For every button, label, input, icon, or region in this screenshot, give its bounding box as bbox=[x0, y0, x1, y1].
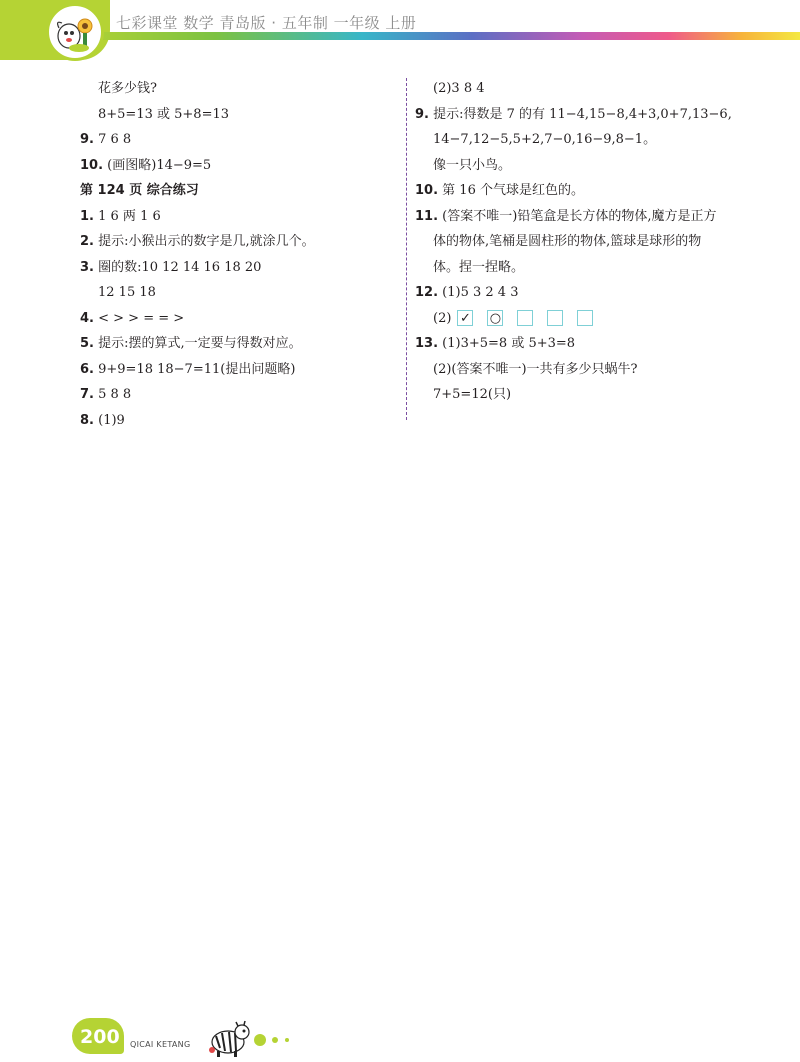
column-divider bbox=[406, 78, 407, 420]
section-heading: 第 124 页 综合练习 bbox=[80, 183, 199, 198]
footer-brand: QICAI KETANG bbox=[130, 1040, 191, 1049]
question-number: 6. bbox=[80, 361, 94, 377]
answer-line: 6. 9+9=18 18−7=11(提出问题略) bbox=[80, 361, 296, 377]
question-number: 2. bbox=[80, 234, 94, 249]
check-mark-box: ✓ bbox=[457, 310, 473, 326]
answer-line: 4. < > > = = > bbox=[80, 310, 185, 326]
question-number: 13. bbox=[415, 336, 439, 351]
answer-line: 10. (画图略)14−9=5 bbox=[80, 157, 212, 173]
answer-line: 1. 1 6 两 1 6 bbox=[80, 208, 161, 224]
page-footer bbox=[0, 1012, 800, 1059]
mascot-logo-icon bbox=[46, 3, 104, 61]
question-number: 4. bbox=[80, 310, 94, 326]
answer-line: 7+5=12(只) bbox=[433, 387, 512, 402]
answer-line: 14−7,12−5,5+2,7−0,16−9,8−1。 bbox=[433, 132, 657, 147]
answer-line-marks bbox=[415, 306, 775, 332]
decorative-dot bbox=[285, 1038, 289, 1042]
empty-box bbox=[517, 310, 533, 326]
question-number: 8. bbox=[80, 412, 94, 428]
answer-line: 5. 提示:摆的算式,一定要与得数对应。 bbox=[80, 336, 302, 351]
question-number: 1. bbox=[80, 208, 94, 224]
question-number: 9. bbox=[80, 132, 94, 147]
question-number: 10. bbox=[80, 157, 104, 173]
answer-line: 10. 第 16 个气球是红色的。 bbox=[415, 183, 584, 198]
page-number: 200 bbox=[80, 1026, 120, 1048]
question-number: 11. bbox=[415, 208, 439, 224]
decorative-dot bbox=[272, 1037, 278, 1043]
zebra-mascot-icon bbox=[208, 1020, 254, 1058]
question-number: 9. bbox=[415, 106, 429, 122]
answer-line: 花多少钱? bbox=[98, 81, 157, 96]
answer-line: (2)(答案不唯一)一共有多少只蜗牛? bbox=[433, 361, 638, 377]
answer-line: (2)3 8 4 bbox=[433, 81, 485, 96]
part-label: (2) bbox=[433, 310, 452, 326]
answer-line: 9. 7 6 8 bbox=[80, 132, 132, 147]
answer-line: 3. 圈的数:10 12 14 16 18 20 bbox=[80, 259, 262, 275]
question-number: 7. bbox=[80, 387, 94, 402]
answer-line: 9. 提示:得数是 7 的有 11−4,15−8,4+3,0+7,13−6, bbox=[415, 106, 732, 122]
right-answer-column bbox=[415, 76, 775, 408]
question-number: 12. bbox=[415, 285, 439, 300]
answer-line: 7. 5 8 8 bbox=[80, 387, 132, 402]
answer-line: 像一只小鸟。 bbox=[433, 157, 512, 173]
header-rainbow-stripe bbox=[70, 32, 800, 40]
empty-box bbox=[547, 310, 563, 326]
answer-line: 12 15 18 bbox=[98, 285, 156, 300]
answer-line: 11. (答案不唯一)铅笔盒是长方体的物体,魔方是正方 bbox=[415, 208, 717, 224]
answer-line: 体的物体,笔桶是圆柱形的物体,篮球是球形的物 bbox=[433, 234, 702, 249]
answer-line: 2. 提示:小猴出示的数字是几,就涂几个。 bbox=[80, 234, 315, 249]
empty-box bbox=[577, 310, 593, 326]
circle-mark-box: ○ bbox=[487, 310, 503, 326]
decorative-dot bbox=[254, 1034, 266, 1046]
answer-line: 8. (1)9 bbox=[80, 412, 125, 428]
left-answer-column bbox=[80, 76, 390, 433]
page-header bbox=[0, 0, 800, 60]
answer-line: 8+5=13 或 5+8=13 bbox=[98, 106, 230, 122]
answer-line: 12. (1)5 3 2 4 3 bbox=[415, 285, 519, 300]
answer-line: 13. (1)3+5=8 或 5+3=8 bbox=[415, 336, 576, 351]
book-title: 七彩课堂 数学 青岛版 · 五年制 一年级 上册 bbox=[116, 14, 417, 32]
question-number: 5. bbox=[80, 336, 94, 351]
answer-line: 体。捏一捏略。 bbox=[433, 259, 525, 275]
answer-boxes bbox=[457, 310, 593, 326]
question-number: 10. bbox=[415, 183, 439, 198]
question-number: 3. bbox=[80, 259, 94, 275]
